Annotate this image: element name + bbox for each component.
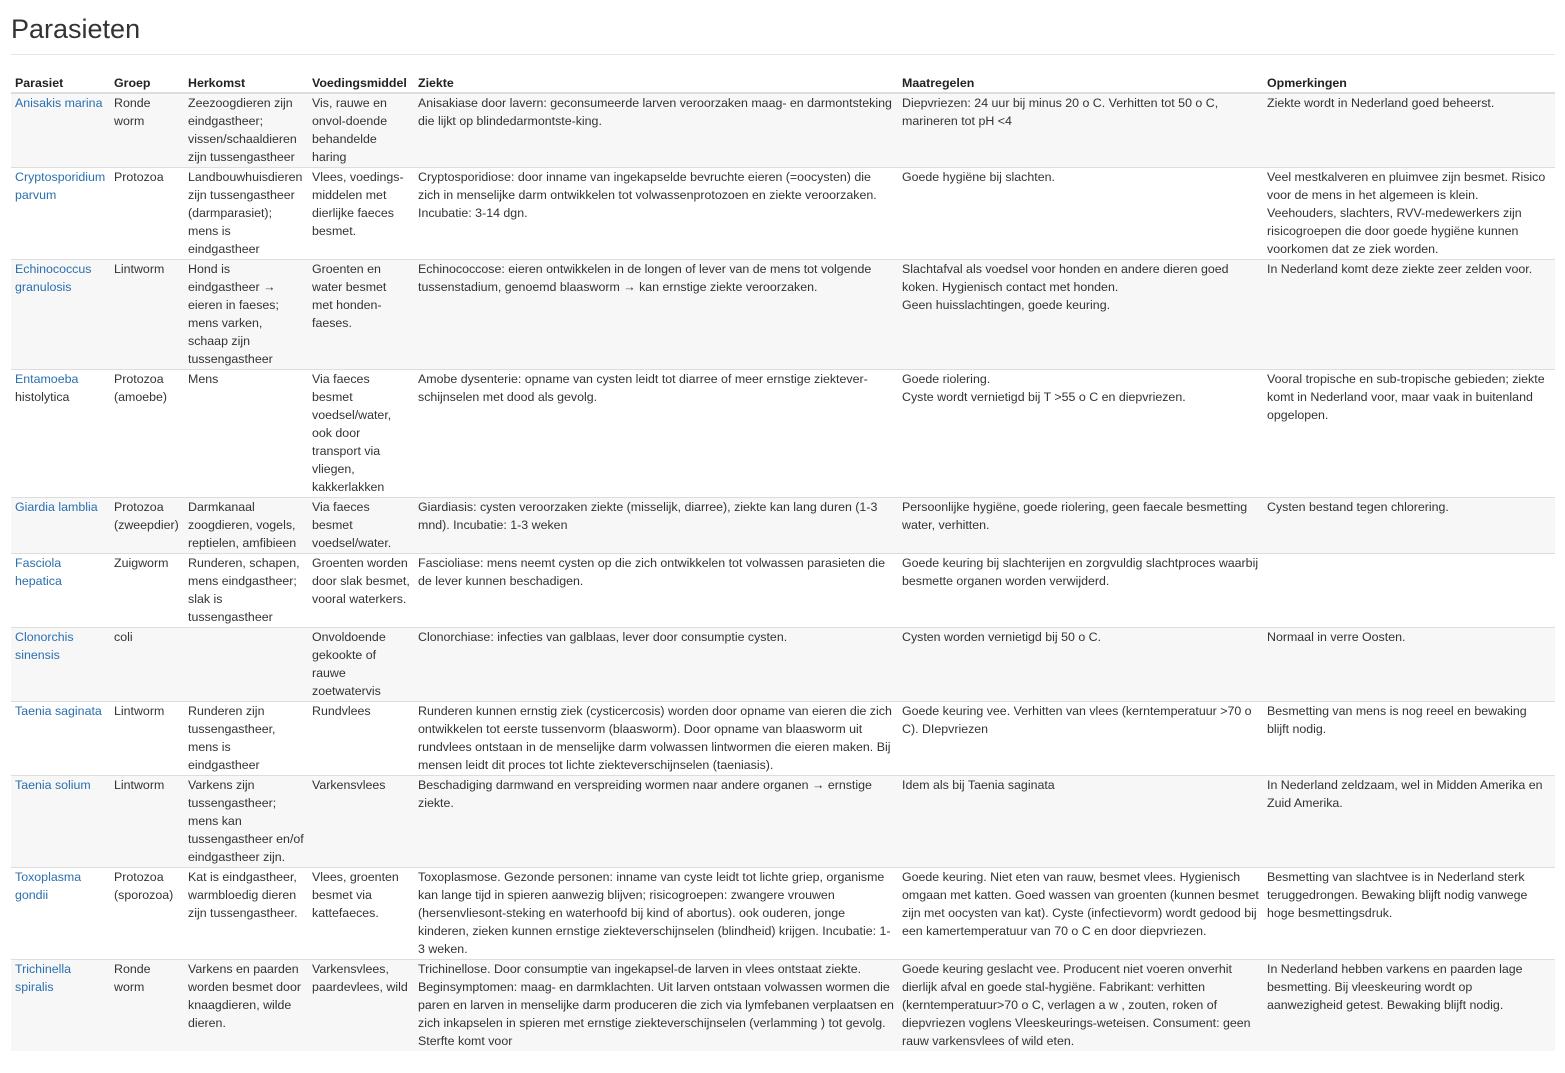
cell-herkomst: Varkens en paarden worden besmet door knaagdieren, wilde dieren. [184, 960, 308, 1052]
cell-parasiet [11, 868, 110, 960]
cell-herkomst: Runderen zijn tussengastheer, mens is eindgastheer [184, 702, 308, 776]
cell-ziekte: Anisakiase door lavern: geconsumeerde larven veroorzaken maag- en darmontsteking die lijkt op blindedarmontste-king. [414, 93, 898, 168]
cell-ziekte: Giardiasis: cysten veroorzaken ziekte (misselijk, diarree), ziekte kan lang duren (1-3 mnd). Incubatie: 1-3 weken [414, 498, 898, 554]
table-row [11, 702, 1555, 776]
cell-voedingsmiddel: Vis, rauwe en onvol-doende behandelde haring [308, 93, 414, 168]
parasite-link[interactable]: Taenia saginata [15, 704, 102, 718]
cell-groep: Protozoa (zweepdier) [110, 498, 184, 554]
table-row [11, 554, 1555, 628]
cell-herkomst: Darmkanaal zoogdieren, vogels, reptielen, amfibieen [184, 498, 308, 554]
cell-ziekte: Amobe dysenterie: opname van cysten leidt tot diarree of meer ernstige ziektever-schijnselen met dood als gevolg. [414, 370, 898, 498]
cell-voedingsmiddel: Groenten worden door slak besmet, vooral waterkers. [308, 554, 414, 628]
cell-groep: Protozoa (sporozoa) [110, 868, 184, 960]
cell-ziekte: Clonorchiase: infecties van galblaas, lever door consumptie cysten. [414, 628, 898, 702]
cell-opmerkingen: Besmetting van mens is nog reeel en bewaking blijft nodig. [1263, 702, 1555, 776]
parasite-link[interactable]: Cryptosporidium parvum [15, 170, 106, 202]
parasite-link[interactable]: Entamoeba [15, 372, 79, 386]
table-header [11, 74, 1555, 93]
cell-herkomst: Runderen, schapen, mens eindgastheer; slak is tussengastheer [184, 554, 308, 628]
cell-maatregelen: Goede keuring. Niet eten van rauw, besmet vlees. Hygienisch omgaan met katten. Goed wassen van groenten (kunnen besmet zijn met oocysten van kat). Cyste (infectievorm) wordt gedood bij een kamertemperatuur van 70 o C en door diepvriezen. [898, 868, 1263, 960]
parasite-link[interactable]: Anisakis marina [15, 96, 103, 110]
cell-voedingsmiddel: Rundvlees [308, 702, 414, 776]
cell-groep: Lintworm [110, 776, 184, 868]
cell-herkomst: Zeezoogdieren zijn eindgastheer; vissen/schaaldieren zijn tussengastheer [184, 93, 308, 168]
cell-opmerkingen: Cysten bestand tegen chlorering. [1263, 498, 1555, 554]
cell-herkomst: Varkens zijn tussengastheer; mens kan tussengastheer en/of eindgastheer zijn. [184, 776, 308, 868]
cell-parasiet [11, 498, 110, 554]
cell-groep: Lintworm [110, 260, 184, 370]
table-row [11, 628, 1555, 702]
cell-groep: Ronde worm [110, 960, 184, 1052]
cell-ziekte: Cryptosporidiose: door inname van ingekapselde bevruchte eieren (=oocysten) die zich in menselijke darm ontwikkelen tot volwassenprotozoen en ziekte veroorzaken. Incubatie: 3-14 dgn. [414, 168, 898, 260]
cell-herkomst: Kat is eindgastheer, warmbloedig dieren zijn tussengastheer. [184, 868, 308, 960]
cell-opmerkingen: In Nederland hebben varkens en paarden lage besmetting. Bij vleeskeuring wordt op aanwezigheid getest. Bewaking blijft nodig. [1263, 960, 1555, 1052]
column-header: Groep [110, 74, 184, 93]
cell-maatregelen: Goede riolering. Cyste wordt vernietigd bij T >55 o C en diepvriezen. [898, 370, 1263, 498]
cell-opmerkingen: Veel mestkalveren en pluimvee zijn besmet. Risico voor de mens in het algemeen is klein. Veehouders, slachters, RVV-medewerkers zijn risicogroepen die door goede hygiëne kunnen voorkomen dat ze ziek worden. [1263, 168, 1555, 260]
column-header: Opmerkingen [1263, 74, 1555, 93]
column-header: Voedingsmiddel [308, 74, 414, 93]
cell-voedingsmiddel: Onvoldoende gekookte of rauwe zoetwatervis [308, 628, 414, 702]
cell-maatregelen: Cysten worden vernietigd bij 50 o C. [898, 628, 1263, 702]
cell-parasiet [11, 260, 110, 370]
cell-herkomst: Hond is eindgastheer → eieren in faeses; mens varken, schaap zijn tussengastheer [184, 260, 308, 370]
cell-herkomst: Landbouwhuisdieren zijn tussengastheer (darmparasiet); mens is eindgastheer [184, 168, 308, 260]
cell-parasiet [11, 554, 110, 628]
cell-maatregelen: Idem als bij Taenia saginata [898, 776, 1263, 868]
cell-parasiet [11, 628, 110, 702]
cell-groep: Protozoa (amoebe) [110, 370, 184, 498]
parasite-link[interactable]: Clonorchis sinensis [15, 630, 74, 662]
cell-maatregelen: Slachtafval als voedsel voor honden en andere dieren goed koken. Hygienisch contact met honden. Geen huisslachtingen, goede keuring. [898, 260, 1263, 370]
cell-parasiet [11, 776, 110, 868]
cell-opmerkingen: Ziekte wordt in Nederland goed beheerst. [1263, 93, 1555, 168]
parasite-link[interactable]: Fasciola hepatica [15, 556, 62, 588]
cell-herkomst: Mens [184, 370, 308, 498]
column-header: Parasiet [11, 74, 110, 93]
header-row [11, 74, 1555, 93]
table-row [11, 260, 1555, 370]
title-divider [11, 54, 1555, 55]
parasite-link[interactable]: Echinococcus granulosis [15, 262, 92, 294]
cell-voedingsmiddel: Varkensvlees [308, 776, 414, 868]
cell-opmerkingen: Normaal in verre Oosten. [1263, 628, 1555, 702]
table-body [11, 93, 1555, 1051]
column-header: Ziekte [414, 74, 898, 93]
cell-parasiet [11, 370, 110, 498]
cell-maatregelen: Goede keuring geslacht vee. Producent niet voeren onverhit dierlijk afval en goede stal-hygiëne. Fabrikant: verhitten (kerntemperatuur>70 o C, verlagen a w , zouten, roken of diepvriezen voglens Vleeskeurings-weteisen. Consument: geen rauw varkensvlees of wild eten. [898, 960, 1263, 1052]
cell-voedingsmiddel: Via faeces besmet voedsel/water, ook door transport via vliegen, kakkerlakken [308, 370, 414, 498]
parasite-link[interactable]: Trichinella spiralis [15, 962, 72, 994]
cell-ziekte: Beschadiging darmwand en verspreiding wormen naar andere organen → ernstige ziekte. [414, 776, 898, 868]
table-row [11, 168, 1555, 260]
cell-parasiet [11, 93, 110, 168]
cell-groep: Lintworm [110, 702, 184, 776]
column-header: Maatregelen [898, 74, 1263, 93]
cell-groep: coli [110, 628, 184, 702]
column-header: Herkomst [184, 74, 308, 93]
cell-groep: Zuigworm [110, 554, 184, 628]
cell-voedingsmiddel: Groenten en water besmet met honden-faeses. [308, 260, 414, 370]
cell-groep: Protozoa [110, 168, 184, 260]
parasite-link[interactable]: Toxoplasma gondii [15, 870, 82, 902]
cell-voedingsmiddel: Vlees, voedings-middelen met dierlijke faeces besmet. [308, 168, 414, 260]
cell-herkomst [184, 628, 308, 702]
cell-maatregelen: Goede keuring vee. Verhitten van vlees (kerntemperatuur >70 o C). DIepvriezen [898, 702, 1263, 776]
parasite-link[interactable]: Giardia lamblia [15, 500, 98, 514]
parasite-name-rest: histolytica [15, 390, 70, 404]
cell-ziekte: Toxoplasmose. Gezonde personen: inname van cyste leidt tot lichte griep, organisme kan lange tijd in spieren aanwezig blijven; risicogroepen: zwangere vrouwen (hersenvliesont-steking en waterhoofd bij kind of abortus). ook ouderen, jonge kinderen, zieken kunnen ernstige ziekteverschijnselen (blindheid) krijgen. Incubatie: 1-3 weken. [414, 868, 898, 960]
cell-ziekte: Trichinellose. Door consumptie van ingekapsel-de larven in vlees ontstaat ziekte. Beginsymptomen: maag- en darmklachten. Uit larven ontstaan volwassen wormen die paren en larven in menselijke darm produceren die zich via lymfebanen verplaatsen en zich inkapselen in spieren met ernstige ziekteverschijnselen (verlamming ) tot gevolg. Sterfte komt voor [414, 960, 898, 1052]
cell-maatregelen: Persoonlijke hygiëne, goede riolering, geen faecale besmetting water, verhitten. [898, 498, 1263, 554]
cell-groep: Ronde worm [110, 93, 184, 168]
table-row [11, 498, 1555, 554]
cell-opmerkingen: Besmetting van slachtvee is in Nederland sterk teruggedrongen. Bewaking blijft nodig vanwege hoge besmettingsdruk. [1263, 868, 1555, 960]
cell-maatregelen: Goede keuring bij slachterijen en zorgvuldig slachtproces waarbij besmette organen worden verwijderd. [898, 554, 1263, 628]
parasites-table [11, 74, 1555, 1051]
table-row [11, 868, 1555, 960]
cell-voedingsmiddel: Vlees, groenten besmet via kattefaeces. [308, 868, 414, 960]
cell-parasiet [11, 702, 110, 776]
table-row [11, 93, 1555, 168]
cell-opmerkingen [1263, 554, 1555, 628]
table-row [11, 776, 1555, 868]
table-row [11, 960, 1555, 1052]
cell-maatregelen: Goede hygiëne bij slachten. [898, 168, 1263, 260]
cell-maatregelen: Diepvriezen: 24 uur bij minus 20 o C. Verhitten tot 50 o C, marineren tot pH <4 [898, 93, 1263, 168]
cell-opmerkingen: In Nederland zeldzaam, wel in Midden Amerika en Zuid Amerika. [1263, 776, 1555, 868]
cell-parasiet [11, 168, 110, 260]
cell-ziekte: Echinococcose: eieren ontwikkelen in de longen of lever van de mens tot volgende tussenstadium, genoemd blaasworm → kan ernstige ziekte veroorzaken. [414, 260, 898, 370]
cell-ziekte: Fascioliase: mens neemt cysten op die zich ontwikkelen tot volwassen parasieten die de lever kunnen beschadigen. [414, 554, 898, 628]
page-title: Parasieten [11, 14, 141, 44]
cell-opmerkingen: In Nederland komt deze ziekte zeer zelden voor. [1263, 260, 1555, 370]
cell-parasiet [11, 960, 110, 1052]
cell-voedingsmiddel: Via faeces besmet voedsel/water. [308, 498, 414, 554]
cell-ziekte: Runderen kunnen ernstig ziek (cysticercosis) worden door opname van eieren die zich ontwikkelen tot eerste tussenvorm (blaasworm). Door opname van blaasworm uit rundvlees ontstaan in de menselijke darm volwassen lintwormen die eieren maken. Bij mensen leidt dit proces tot lichte ziekteverschijnselen (taeniasis). [414, 702, 898, 776]
table-row [11, 370, 1555, 498]
parasite-link[interactable]: Taenia solium [15, 778, 91, 792]
cell-opmerkingen: Vooral tropische en sub-tropische gebieden; ziekte komt in Nederland voor, maar vaak in buitenland opgelopen. [1263, 370, 1555, 498]
cell-voedingsmiddel: Varkensvlees, paardevlees, wild [308, 960, 414, 1052]
